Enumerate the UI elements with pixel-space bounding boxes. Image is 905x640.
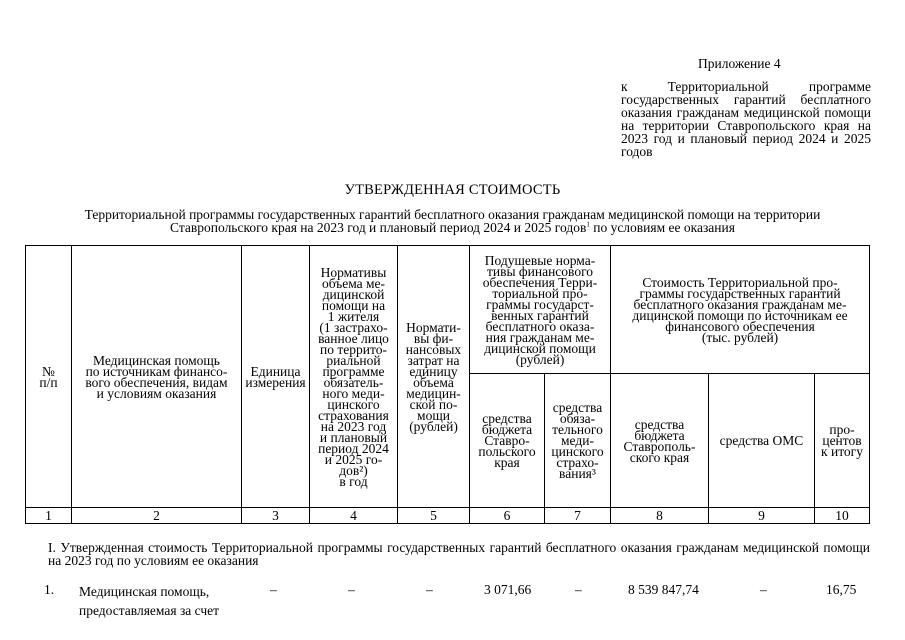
document-title: УТВЕРЖДЕННАЯ СТОИМОСТЬ (344, 182, 561, 198)
column-number: 2 (72, 508, 242, 524)
cost-table (25, 245, 870, 524)
header-pc-oms: средства обяза- тельного меди- цинского страхо- вания³ (545, 374, 611, 508)
header-unit: Единица измерения (242, 246, 310, 508)
header-pc-budget: средства бюджета Ставро- польского края (470, 374, 545, 508)
subtitle-footnote-mark: 1 (586, 220, 590, 229)
column-number: 8 (611, 508, 709, 524)
row1-cost-budget: 8 539 847,74 (628, 582, 699, 597)
header-norm-cost: Нормати- вы фи- нансовых затрат на единицу объема медицин- ской по- мощи (рублей) (398, 246, 470, 508)
row1-unit: – (270, 582, 277, 597)
row1-cost-pct: 16,75 (826, 582, 857, 597)
header-cost-oms: средства ОМС (709, 374, 815, 508)
header-num: № п/п (26, 246, 72, 508)
section-title: I. Утвержденная стоимость Территориальной программы государственных гарантий бесплатного оказания гражданам медицинской помощи на 2023 год по условиям ее оказания (48, 540, 870, 568)
column-number: 9 (709, 508, 815, 524)
column-number: 6 (470, 508, 545, 524)
header-cost-pct: про- центов к итогу (815, 374, 870, 508)
row1-num: 1. (44, 582, 55, 597)
column-number: 1 (26, 508, 72, 524)
annex-text: к Территориальной программе государственных гарантий бесплатного оказания гражданам медицинской помощи на территории Ставропольского края на 2023 год и плановый период 2024 и 2025 годов (621, 79, 871, 159)
row1-cost-oms: – (760, 582, 767, 597)
row1-name-line1: Медицинская помощь, (79, 584, 210, 599)
subtitle-line2-end: по условиям ее оказания (589, 220, 735, 235)
document-subtitle (30, 208, 875, 234)
row1-name (79, 582, 244, 620)
column-number: 3 (242, 508, 310, 524)
subtitle-line1: Территориальной программы государственных гарантий бесплатного оказания гражданам медицинской помощи на территории (84, 207, 821, 222)
row1-norm-cost: – (426, 582, 433, 597)
column-number: 4 (310, 508, 398, 524)
header-norm-volume: Нормативы объема ме- дицинской помощи на 1 жителя (1 застрахо- ванное лицо по террито- риальной программе обязатель- ного меди- цинского страхования на 2023 год и плановый период 2024 и 2025 го- дов²) в год (310, 246, 398, 508)
subtitle-line2: Ставропольского края на 2023 год и плановый период 2024 и 2025 годов (170, 220, 587, 235)
row1-pc-budget: 3 071,66 (484, 582, 532, 597)
header-per-capita: Подушевые норма- тивы финансового обеспечения Терри- ториальной про- граммы государст- венных гарантий бесплатного оказа- ния гражданам ме- дицинской помощи (рублей) (470, 246, 611, 374)
row1-norm-volume: – (348, 582, 355, 597)
header-cost-budget: средства бюджета Ставрополь- ского края (611, 374, 709, 508)
header-care: Медицинская помощь по источникам финансо- вого обеспечения, видам и условиям оказания (72, 246, 242, 508)
column-number: 7 (545, 508, 611, 524)
header-cost: Стоимость Территориальной про- граммы государственных гарантий бесплатного оказания гражданам ме- дицинской помощи по источникам ее финансового обеспечения (тыс. рублей) (611, 246, 870, 374)
annex-title: Приложение 4 (698, 56, 781, 71)
row1-name-line2: предоставляемая за счет (79, 603, 220, 618)
column-number: 10 (815, 508, 870, 524)
column-number: 5 (398, 508, 470, 524)
row1-pc-oms: – (575, 582, 582, 597)
